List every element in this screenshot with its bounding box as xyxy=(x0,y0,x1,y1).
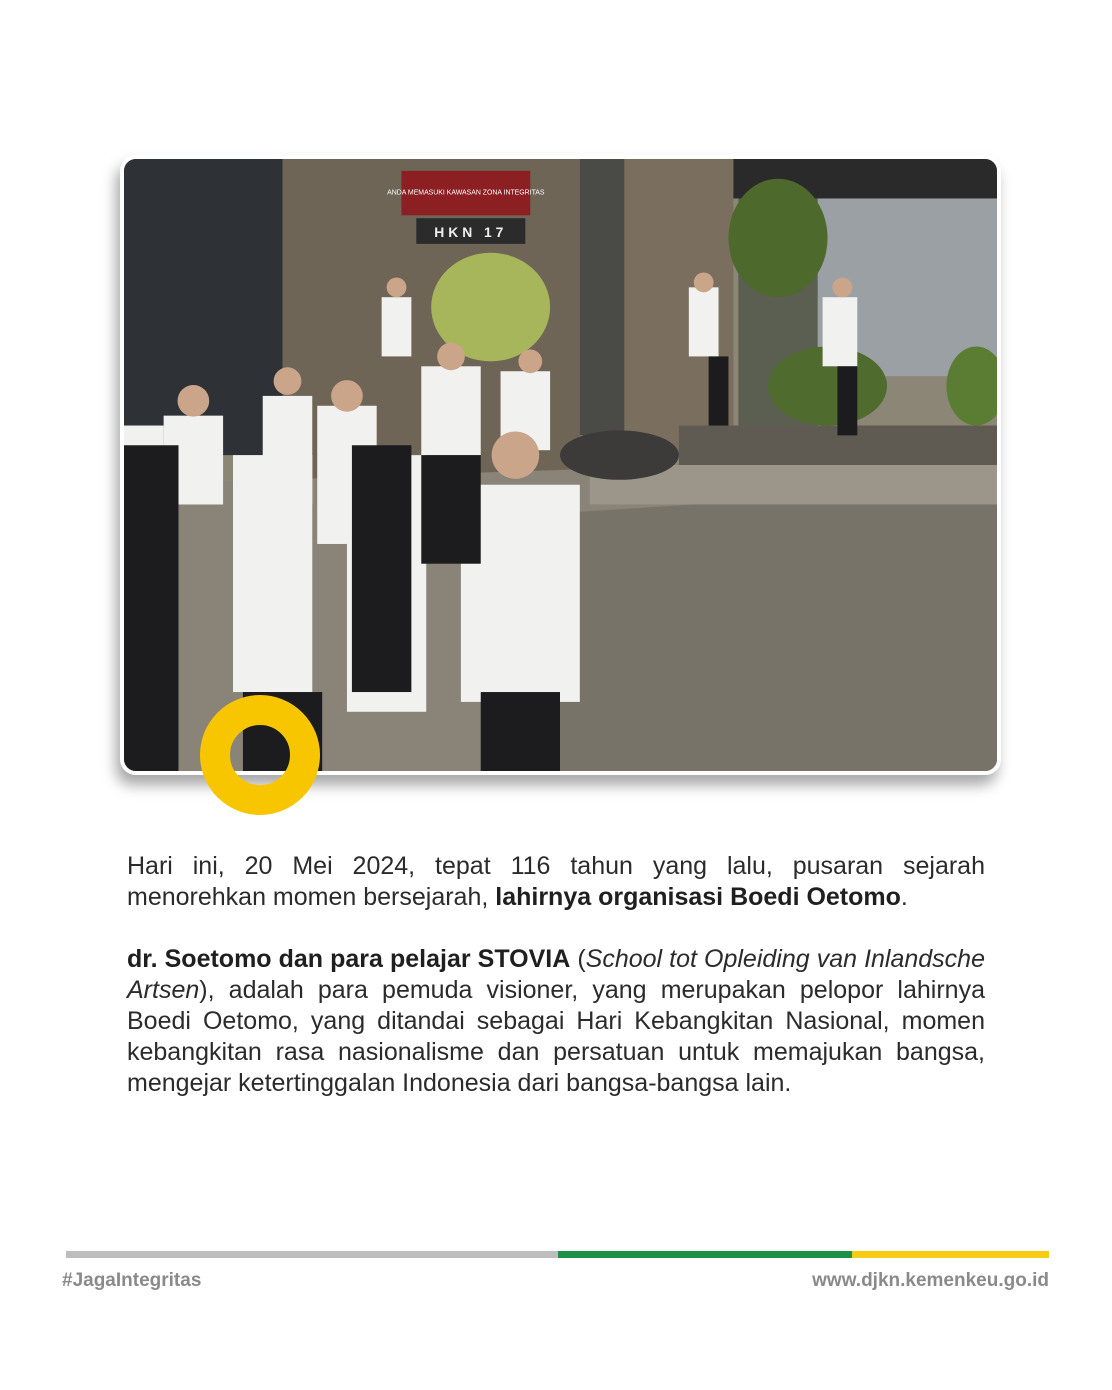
footer-website: www.djkn.kemenkeu.go.id xyxy=(812,1270,1049,1291)
yellow-ring-decoration xyxy=(200,695,320,815)
p2-bold: dr. Soetomo dan para pelajar STOVIA xyxy=(127,945,571,973)
photo-illustration xyxy=(124,159,997,771)
p2-paren-open: ( xyxy=(570,945,586,973)
footer-bar-gray xyxy=(66,1251,558,1258)
article-body xyxy=(127,851,985,1099)
article-paragraph-2 xyxy=(127,944,985,1099)
p1-text: Hari ini, 20 Mei 2024, tepat 116 tahun yang lalu, pusaran sejarah menorehkan momen bersejarah, xyxy=(127,852,985,911)
footer-hashtag: #JagaIntegritas xyxy=(62,1270,202,1291)
p2-italic: School tot Opleiding van Inlandsche Artsen xyxy=(127,945,985,1004)
banner-text: ANDA MEMASUKI KAWASAN ZONA INTEGRITAS xyxy=(387,189,545,197)
p1-end: . xyxy=(900,883,908,911)
article-paragraph-1 xyxy=(127,851,985,913)
footer-bar-yellow xyxy=(852,1251,1049,1258)
p1-bold: lahirnya organisasi Boedi Oetomo xyxy=(495,883,901,911)
building-sign-text: HKN 17 xyxy=(434,224,508,240)
p2-text: ), adalah para pemuda visioner, yang merupakan pelopor lahirnya Boedi Oetomo, yang ditandai sebagai Hari Kebangkitan Nasional, momen kebangkitan rasa nasionalisme dan persatuan untuk memajukan bangsa, mengejar ketertinggalan Indonesia dari bangsa-bangsa lain. xyxy=(127,976,985,1097)
ceremony-photo xyxy=(120,155,1001,775)
footer-bar-green xyxy=(558,1251,852,1258)
footer-color-bar xyxy=(66,1251,1049,1258)
